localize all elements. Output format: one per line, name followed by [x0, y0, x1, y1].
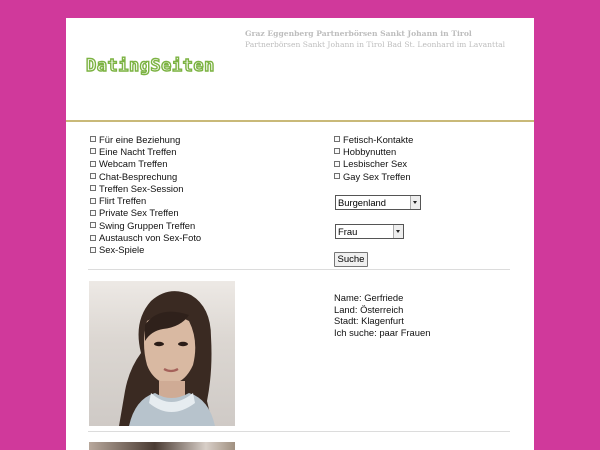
profile-country: Land: Österreich [334, 303, 404, 315]
checkbox[interactable] [90, 222, 96, 228]
page-container [66, 18, 534, 450]
filter-label: Chat-Besprechung [99, 170, 178, 182]
search-button[interactable]: Suche [334, 252, 368, 267]
filter-option[interactable] [90, 244, 201, 256]
checkbox[interactable] [90, 173, 96, 179]
header-divider [66, 120, 534, 122]
filter-option[interactable] [90, 194, 201, 206]
filter-option[interactable] [334, 133, 413, 145]
filter-option[interactable] [334, 170, 413, 182]
checkbox[interactable] [90, 136, 96, 142]
profile-details [334, 292, 430, 338]
filter-label: Private Sex Treffen [99, 207, 179, 219]
filter-label: Swing Gruppen Treffen [99, 219, 196, 231]
filter-label: Flirt Treffen [99, 195, 147, 207]
filter-label: Gay Sex Treffen [343, 170, 411, 182]
filter-option[interactable] [90, 207, 201, 219]
checkbox[interactable] [90, 185, 96, 191]
profile-photo-image [89, 281, 235, 426]
filter-label: Treffen Sex-Session [99, 182, 184, 194]
filter-label: Austausch von Sex-Foto [99, 232, 202, 244]
checkbox[interactable] [90, 235, 96, 241]
filter-option[interactable] [334, 158, 413, 170]
chevron-down-icon [410, 196, 420, 209]
site-logo[interactable]: DatingSeiten [86, 56, 215, 76]
checkbox[interactable] [334, 136, 340, 142]
filter-option[interactable] [90, 158, 201, 170]
filter-label: Eine Nacht Treffen [99, 145, 177, 157]
filter-option[interactable] [90, 231, 201, 243]
checkbox[interactable] [90, 198, 96, 204]
filter-label: Sex-Spiele [99, 244, 145, 256]
region-select-value: Burgenland [338, 197, 386, 208]
filter-option[interactable] [90, 182, 201, 194]
next-profile-photo[interactable] [89, 442, 235, 450]
filter-label: Für eine Beziehung [99, 133, 181, 145]
profile-city: Stadt: Klagenfurt [334, 315, 404, 327]
checkbox[interactable] [90, 148, 96, 154]
checkbox[interactable] [90, 210, 96, 216]
region-select[interactable] [335, 195, 421, 210]
checkbox[interactable] [334, 148, 340, 154]
chevron-down-icon [393, 225, 403, 238]
filter-option[interactable] [334, 145, 413, 157]
tagline-line-2: Partnerbörsen Sankt Johann in Tirol Bad St. Leonhard im Lavanttal [245, 40, 506, 49]
checkbox[interactable] [334, 161, 340, 167]
filter-label: Lesbischer Sex [343, 158, 408, 170]
filter-label: Hobbynutten [343, 145, 397, 157]
section-divider [88, 431, 510, 432]
filter-option[interactable] [90, 145, 201, 157]
filter-list-right [334, 133, 413, 182]
gender-select[interactable] [335, 224, 404, 239]
header-tagline [245, 28, 531, 50]
filter-label: Webcam Treffen [99, 158, 168, 170]
gender-select-value: Frau [338, 226, 358, 237]
profile-seeking: Ich suche: paar Frauen [334, 326, 431, 338]
filter-list-left [90, 133, 201, 256]
profile-name: Name: Gerfriede [334, 292, 404, 303]
filter-option[interactable] [90, 219, 201, 231]
checkbox[interactable] [90, 161, 96, 167]
checkbox[interactable] [90, 247, 96, 253]
filter-label: Fetisch-Kontakte [343, 133, 414, 145]
section-divider [88, 269, 510, 270]
filter-option[interactable] [90, 133, 201, 145]
site-header [66, 18, 534, 120]
tagline-line-1: Graz Eggenberg Partnerbörsen Sankt Johann in Tirol [245, 29, 472, 38]
checkbox[interactable] [334, 173, 340, 179]
filter-option[interactable] [90, 170, 201, 182]
profile-photo[interactable] [89, 281, 235, 426]
